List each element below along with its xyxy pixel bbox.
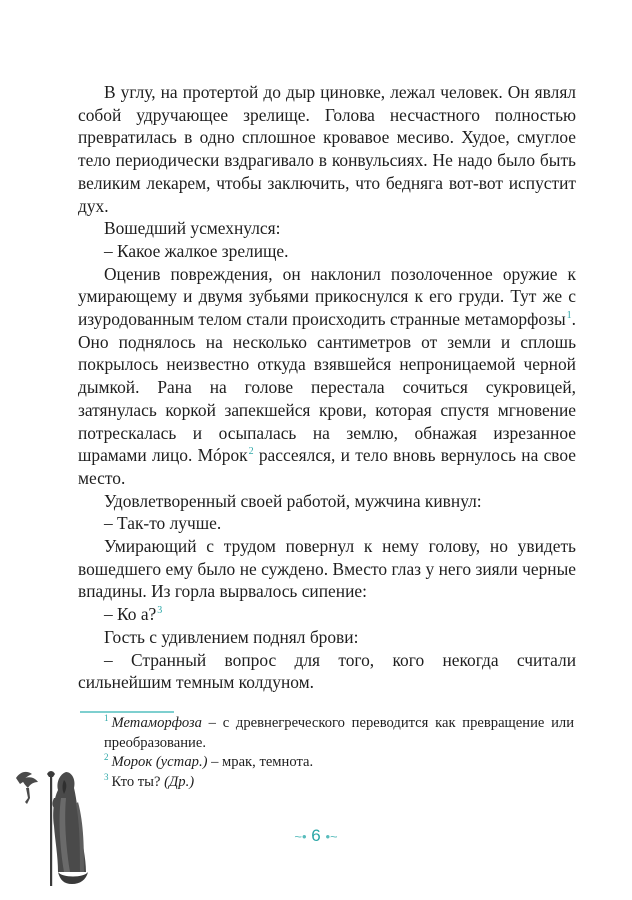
footnote-2 <box>104 753 574 773</box>
footnotes <box>104 714 574 792</box>
paragraph-text: Оценив повреждения, он наклонил позолоченное оружие к умирающему и двумя зубьями прикоснулся к его груди. Тут же с изуродованным телом стали происходить странные метаморфозы <box>78 263 576 330</box>
footnote-text: – с древнегреческого переводится как превращение или преобразование. <box>104 715 574 751</box>
paragraph: – Какое жалкое зрелище. <box>104 240 289 261</box>
paragraph-text: . Оно поднялось на несколько сантиметров от земли и сплошь покрылось неизвестно откуда взявшейся непроницаемой черной дымкой. Рана на голове перестала сочиться сукровицей, затянулась коркой запекшейся крови, которая спустя мгновение потрескалась и осыпалась на землю, обнажая изрезанное шрамами лицо. Мóрок <box>78 309 576 466</box>
footnote-text: Кто ты? <box>111 773 165 790</box>
footnote-term: (Др.) <box>164 773 195 790</box>
raven-icon <box>16 772 38 804</box>
paragraph: – Странный вопрос для того, кого некогда считали сильнейшим темным колдуном. <box>78 649 576 693</box>
page-ornament-right: •~ <box>325 829 338 844</box>
page-number-value: 6 <box>311 826 321 845</box>
page-number <box>0 826 632 846</box>
paragraph-text: – Ко а? <box>104 604 157 625</box>
footnote-number: 2 <box>104 752 109 763</box>
footnote-1 <box>104 714 574 753</box>
footnote-term: Морок (устар.) <box>111 754 208 771</box>
paragraph: Вошедший усмехнулся: <box>104 218 281 239</box>
paragraph: В углу, на протертой до дыр циновке, лежал человек. Он являл собой удручающее зрелище. Голова несчастного полностью превратилась в одно сплошное кровавое месиво. Худое, смуглое тело периодически вздрагивало в конвульсиях. Не надо было быть великим лекарем, чтобы заключить, что бедняга вот-вот испустит дух. <box>78 82 576 216</box>
footnote-3 <box>104 773 574 793</box>
paragraph: – Так-то лучше. <box>104 513 222 534</box>
paragraph: Гость с удивлением поднял брови: <box>104 626 359 647</box>
footnote-mark: 3 <box>157 605 163 617</box>
paragraph: Удовлетворенный своей работой, мужчина кивнул: <box>104 490 482 511</box>
paragraph: Умирающий с трудом повернул к нему голову, но увидеть вошедшего ему было не суждено. Вместо глаз у него зияли черные впадины. Из горла вырвалось сипение: <box>78 536 576 602</box>
footnote-mark: 1 <box>566 310 572 322</box>
paragraph-text: рассеялся, и тело вновь вернулось на свое место. <box>78 445 577 488</box>
footnote-number: 1 <box>104 713 109 724</box>
footnote-term: Метаморфоза <box>111 715 202 731</box>
paragraph <box>78 263 576 490</box>
footnote-text: – мрак, темнота. <box>207 754 314 771</box>
footnote-mark: 2 <box>248 446 254 458</box>
paragraph <box>78 603 576 626</box>
footnote-number: 3 <box>104 771 109 782</box>
footnote-divider <box>80 711 174 713</box>
page-ornament-left: ~• <box>294 829 307 844</box>
main-text <box>78 81 576 694</box>
